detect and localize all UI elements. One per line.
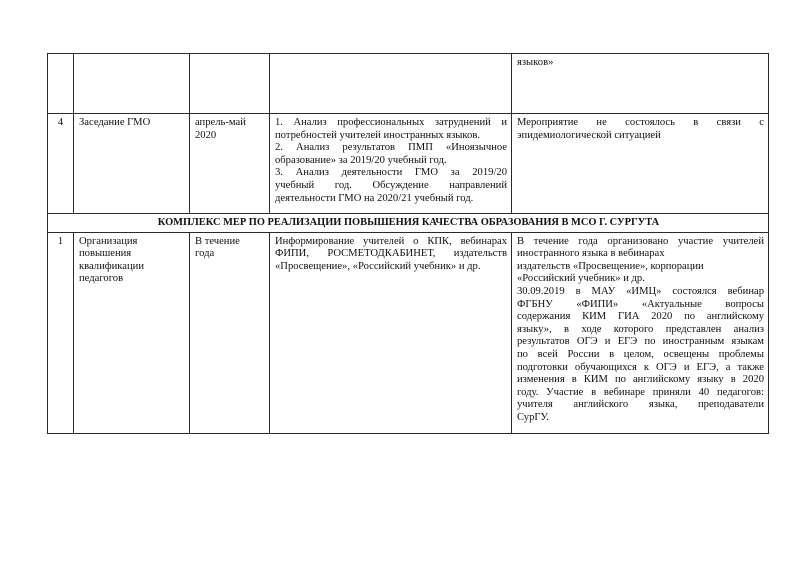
- cell-result: языков»: [512, 54, 769, 114]
- plan-table: [47, 53, 769, 434]
- table-row-continued: [48, 54, 769, 114]
- table-row-1: [48, 232, 769, 433]
- section-title: КОМПЛЕКС МЕР ПО РЕАЛИЗАЦИИ ПОВЫШЕНИЯ КАЧЕСТВА ОБРАЗОВАНИЯ В МСО Г. СУРГУТА: [48, 214, 769, 233]
- cell-name: [74, 54, 190, 114]
- table-row-4: [48, 114, 769, 214]
- cell-num: 1: [48, 232, 74, 433]
- cell-date: апрель-май 2020: [190, 114, 270, 214]
- cell-result: В течение года организовано участие учителей иностранного языка в вебинарах издательств «Просвещение», корпорации «Российский учебник» и др. 30.09.2019 в МАУ «ИМЦ» состоялся вебинар ФГБНУ «ФИПИ» «Актуальные вопросы содержания КИМ ГИА 2020 по английскому языку», в ходе которого представлен анализ результатов ОГЭ и ЕГЭ по иностранным языкам по всей России в целом, освещены проблемы подготовки обучающихся к ОГЭ и ЕГЭ, а также изменения в КИМ по английскому языку в 2020 году. Участие в вебинаре приняли 40 педагогов: учителя английского языка, преподаватели СурГУ.: [512, 232, 769, 433]
- cell-date: [190, 54, 270, 114]
- cell-name: Организация повышения квалификации педагогов: [74, 232, 190, 433]
- cell-description: [270, 54, 512, 114]
- cell-result: Мероприятие не состоялось в связи с эпидемиологической ситуацией: [512, 114, 769, 214]
- cell-description: 1. Анализ профессиональных затруднений и потребностей учителей иностранных языков. 2. Анализ результатов ПМП «Иноязычное образование» за 2019/20 учебный год. 3. Анализ деятельности ГМО за 2019/20 учебный год. Обсуждение направлений деятельности ГМО на 2020/21 учебный год.: [270, 114, 512, 214]
- cell-num: 4: [48, 114, 74, 214]
- cell-date: В течение года: [190, 232, 270, 433]
- cell-description: Информирование учителей о КПК, вебинарах ФИПИ, РОСМЕТОДКАБИНЕТ, издательств «Просвещение», «Российский учебник» и др.: [270, 232, 512, 433]
- section-header-row: [48, 214, 769, 233]
- cell-num: [48, 54, 74, 114]
- cell-name: Заседание ГМО: [74, 114, 190, 214]
